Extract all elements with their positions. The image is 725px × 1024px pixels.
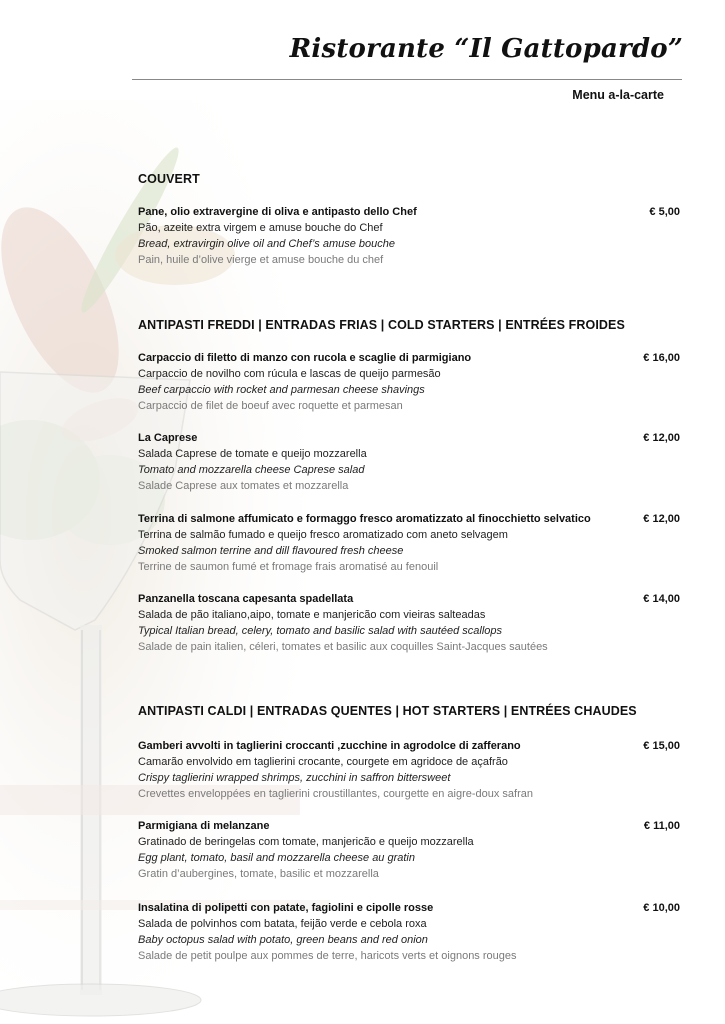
header-divider xyxy=(132,79,682,80)
item-price: € 12,00 xyxy=(643,513,680,525)
item-desc-french: Salade de pain italien, céleri, tomates et basilic aux coquilles Saint-Jacques sautées xyxy=(138,641,548,653)
item-desc-french: Salade Caprese aux tomates et mozzarella xyxy=(138,480,349,492)
item-name-italian: La Caprese xyxy=(138,432,198,444)
item-desc-portuguese: Salada de pão italiano,aipo, tomate e manjericão com vieiras salteadas xyxy=(138,609,486,621)
item-name-italian: Pane, olio extravergine di oliva e antipasto dello Chef xyxy=(138,206,417,218)
menu-item xyxy=(138,738,680,802)
restaurant-title: Ristorante “Il Gattopardo” xyxy=(289,34,683,64)
item-desc-portuguese: Salada de polvinhos com batata, feijão verde e cebola roxa xyxy=(138,918,427,930)
section-title-hot-starters: ANTIPASTI CALDI | ENTRADAS QUENTES | HOT STARTERS | ENTRÉES CHAUDES xyxy=(138,704,637,718)
item-desc-portuguese: Terrina de salmão fumado e queijo fresco aromatizado com aneto selvagem xyxy=(138,529,508,541)
menu-item xyxy=(138,350,680,414)
section-title-cold-starters: ANTIPASTI FREDDI | ENTRADAS FRIAS | COLD STARTERS | ENTRÉES FROIDES xyxy=(138,318,625,332)
item-price: € 11,00 xyxy=(643,820,680,832)
item-desc-english: Baby octopus salad with potato, green beans and red onion xyxy=(138,934,428,946)
item-price: € 14,00 xyxy=(643,593,680,605)
menu-subtitle: Menu a-la-carte xyxy=(572,88,664,102)
item-price: € 12,00 xyxy=(643,432,680,444)
menu-item xyxy=(138,430,680,494)
item-name-italian: Parmigiana di melanzane xyxy=(138,820,270,832)
item-desc-french: Terrine de saumon fumé et fromage frais aromatisé au fenouil xyxy=(138,561,439,573)
item-desc-portuguese: Salada Caprese de tomate e queijo mozzarella xyxy=(138,448,367,460)
item-desc-french: Salade de petit poulpe aux pommes de terre, haricots verts et oignons rouges xyxy=(138,950,517,962)
item-desc-english: Tomato and mozzarella cheese Caprese salad xyxy=(138,464,365,476)
item-desc-english: Typical Italian bread, celery, tomato and basilic salad with sautéed scallops xyxy=(138,625,503,637)
item-name-italian: Gamberi avvolti in taglierini croccanti ,zucchine in agrodolce di zafferano xyxy=(138,740,521,752)
item-desc-english: Beef carpaccio with rocket and parmesan cheese shavings xyxy=(138,384,425,396)
item-desc-portuguese: Carpaccio de novilho com rúcula e lascas de queijo parmesão xyxy=(138,368,441,380)
item-desc-portuguese: Camarão envolvido em taglierini crocante, courgete em agridoce de açafrão xyxy=(138,756,508,768)
item-desc-english: Egg plant, tomato, basil and mozzarella cheese au gratin xyxy=(138,852,415,864)
menu-item xyxy=(138,511,680,575)
item-name-italian: Panzanella toscana capesanta spadellata xyxy=(138,593,354,605)
item-desc-french: Carpaccio de filet de boeuf avec roquette et parmesan xyxy=(138,400,403,412)
item-desc-french: Crevettes enveloppées en taglierini croustillantes, courgette en aigre-doux safran xyxy=(138,788,534,800)
item-price: € 10,00 xyxy=(643,902,680,914)
item-desc-french: Gratin d’aubergines, tomate, basilic et mozzarella xyxy=(138,868,379,880)
item-desc-english: Crispy taglierini wrapped shrimps, zucchini in saffron bittersweet xyxy=(138,772,451,784)
menu-item xyxy=(138,818,680,882)
item-price: € 5,00 xyxy=(649,206,680,218)
item-desc-english: Bread, extravirgin olive oil and Chef’s amuse bouche xyxy=(138,238,396,250)
item-desc-english: Smoked salmon terrine and dill flavoured fresh cheese xyxy=(138,545,404,557)
item-name-italian: Insalatina di polipetti con patate, fagiolini e cipolle rosse xyxy=(138,902,434,914)
item-desc-portuguese: Pão, azeite extra virgem e amuse bouche do Chef xyxy=(138,222,383,234)
item-name-italian: Terrina di salmone affumicato e formaggo fresco aromatizzato al finocchietto selvatico xyxy=(138,513,591,525)
menu-item xyxy=(138,900,680,964)
menu-item xyxy=(138,591,680,655)
item-desc-french: Pain, huile d’olive vierge et amuse bouche du chef xyxy=(138,254,384,266)
item-price: € 16,00 xyxy=(643,352,680,364)
menu-item xyxy=(138,204,680,268)
item-name-italian: Carpaccio di filetto di manzo con rucola e scaglie di parmigiano xyxy=(138,352,472,364)
item-desc-portuguese: Gratinado de beringelas com tomate, manjericão e queijo mozzarella xyxy=(138,836,474,848)
section-title-couvert: COUVERT xyxy=(138,172,200,186)
item-price: € 15,00 xyxy=(643,740,680,752)
